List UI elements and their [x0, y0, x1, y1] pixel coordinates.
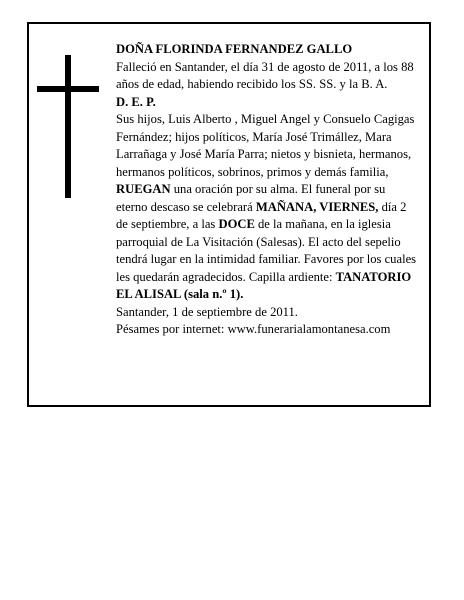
family-list: Sus hijos, Luis Alberto , Miguel Angel y Consuelo Cagigas Fernández; hijos políticos, María José Trimállez, Mara Larrañaga y José María Parra; nietos y bisnieta, hermanos, hermanos políticos, sobrinos, primos y demás familia, — [116, 112, 415, 179]
ruegan-label: RUEGAN — [116, 182, 171, 196]
condolences-line: Pésames por internet: www.funerarialamontanesa.com — [116, 322, 391, 336]
cross-icon — [37, 55, 99, 198]
funeral-place: de la mañana, en la iglesia parroquial de La Visitación (Salesas). El acto del sepelio tendrá lugar en la intimidad familiar. Favores por los cuales les quedarán agradecidos. Capilla ardiente: — [116, 217, 417, 284]
funeral-time: DOCE — [218, 217, 255, 231]
cross-horizontal-bar — [37, 86, 99, 92]
cross-vertical-bar — [65, 55, 71, 198]
funeral-paragraph — [116, 181, 418, 304]
notice-text — [116, 41, 418, 339]
deceased-name: DOÑA FLORINDA FERNANDEZ GALLO — [116, 42, 353, 56]
funeral-day: MAÑANA, VIERNES, — [255, 199, 379, 214]
obituary-notice — [27, 22, 431, 407]
funeral-date: día 2 de septiembre, a las — [116, 199, 407, 231]
death-info: Falleció en Santander, el día 31 de agosto de 2011, a los 88 años de edad, habiendo recibido los SS. SS. y la B. A. — [116, 59, 414, 91]
place-date: Santander, 1 de septiembre de 2011. — [116, 304, 298, 319]
chapel-name: TANATORIO EL ALISAL (sala n.º 1). — [116, 269, 412, 301]
prayer-text: una oración por su alma. El funeral por su eterno descaso se celebrará — [116, 182, 386, 214]
dep-heading: D. E. P. — [116, 94, 156, 109]
